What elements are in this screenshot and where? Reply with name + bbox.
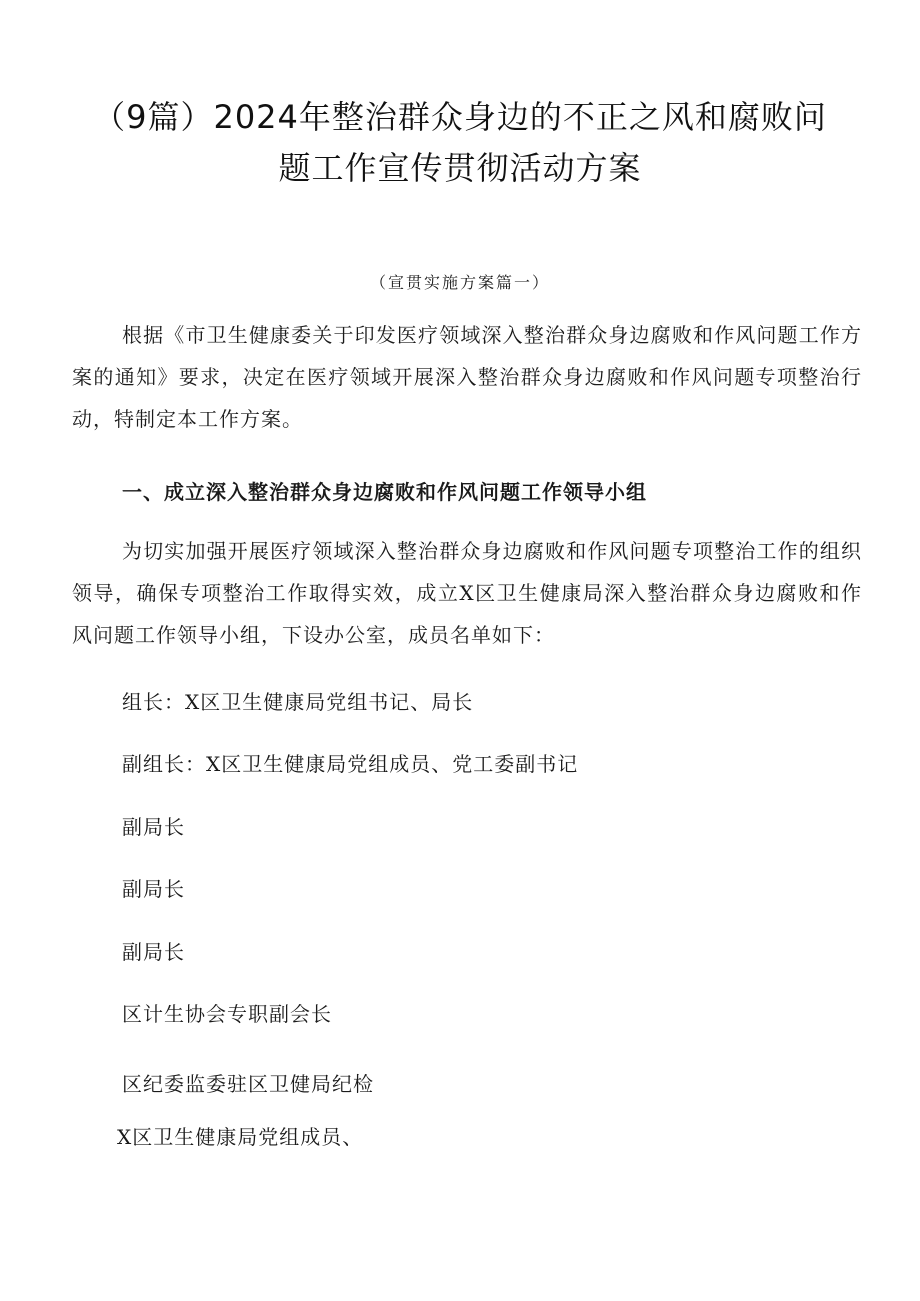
intro-paragraph: 根据《市卫生健康委关于印发医疗领域深入整治群众身边腐败和作风问题工作方案的通知》要求，决定在医疗领域开展深入整治群众身边腐败和作风问题专项整治行动，特制定本工作方案。 <box>72 323 862 431</box>
section-paragraph: 为切实加强开展医疗领域深入整治群众身边腐败和作风问题专项整治工作的组织领导，确保专项整治工作取得实效，成立X区卫生健康局深入整治群众身边腐败和作风问题工作领导小组，下设办公室，成员名单如下： <box>72 539 862 647</box>
document-subtitle: （宣贯实施方案篇一） <box>369 273 550 292</box>
member-line: 副局长 <box>122 877 185 901</box>
member-line: 副局长 <box>122 815 185 839</box>
member-line: 区纪委监委驻区卫健局纪检 <box>122 1072 374 1096</box>
document-title-line-1: （9篇）2024年整治群众身边的不正之风和腐败问 <box>93 98 827 136</box>
member-line: 区计生协会专职副会长 <box>122 1002 332 1026</box>
member-line: X区卫生健康局党组成员、 <box>117 1125 364 1149</box>
document-title-line-2: 题工作宣传贯彻活动方案 <box>278 149 642 187</box>
section-heading: 一、成立深入整治群众身边腐败和作风问题工作领导小组 <box>122 480 647 504</box>
member-line-deputy-leader: 副组长：X区卫生健康局党组成员、党工委副书记 <box>122 752 579 776</box>
member-line: 副局长 <box>122 940 185 964</box>
member-line-leader: 组长：X区卫生健康局党组书记、局长 <box>122 690 474 714</box>
